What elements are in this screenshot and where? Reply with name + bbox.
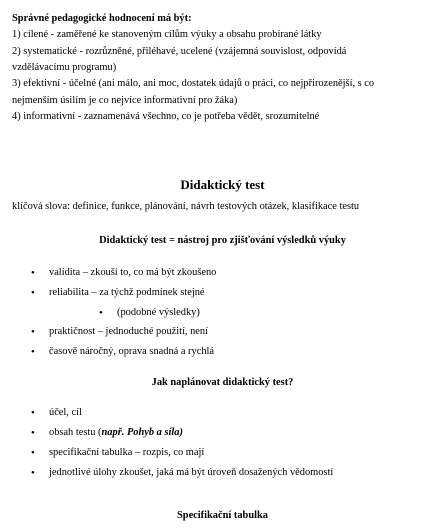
list-item-text: reliabilita – za týchž podmínek stejné — [49, 287, 205, 298]
section-title-didakticky-test: Didaktický test — [180, 177, 265, 192]
list-item-text: praktičnost – jednoduché použití, není — [49, 326, 208, 337]
bullet-icon: • — [31, 267, 35, 279]
list-item-text: validita – zkouší to, co má být zkoušeno — [49, 267, 217, 278]
intro-heading: Správné pedagogické hodnocení má být: — [12, 13, 192, 24]
bullet-icon: • — [31, 447, 35, 459]
intro-line-4: 3) efektivní - účelné (ani málo, ani moc, dostatek údajů o práci, co nejpřirozenější, s co — [12, 78, 375, 90]
list-item-text: časově náročný, oprava snadná a rychlá — [49, 346, 215, 357]
list-item-text — [49, 426, 183, 439]
list-item-text: účel, cíl — [49, 407, 82, 418]
closing-paren: ) — [179, 427, 183, 438]
list-item-text: specifikační tabulka – rozpis, co mají — [49, 447, 205, 458]
list-item-text: (podobné výsledky) — [117, 307, 200, 318]
intro-line-3: vzdělávacímu programu) — [12, 61, 117, 73]
intro-line-2: 2) systematické - rozrůzněné, přiléhavé, ucelené (vzájemná souvislost, odpovídá — [12, 45, 347, 57]
section1-subheading: Didaktický test = nástroj pro zjišťování výsledků výuky — [99, 235, 346, 246]
section2-title: Jak naplánovat didaktický test? — [151, 377, 294, 388]
bullet-icon: • — [31, 427, 35, 439]
intro-line-1: 1) cílené - zaměřené ke stanoveným cílům výuky a obsahu probírané látky — [12, 29, 322, 41]
bullet-icon: • — [31, 287, 35, 299]
intro-line-6: 4) informativní - zaznamenává všechno, co je potřeba vědět, srozumitelné — [12, 110, 320, 122]
keywords-line: klíčová slova: definice, funkce, plánování, návrh testových otázek, klasifikace testu — [12, 201, 360, 212]
obsah-testu-text: obsah testu ( — [49, 427, 102, 438]
bullet-icon: • — [31, 326, 35, 338]
list-item-text: jednotlivé úlohy zkoušet, jaká má být úroveň dosažených vědomostí — [49, 467, 334, 478]
section3-title: Specifikační tabulka — [177, 510, 268, 521]
bullet-icon: • — [31, 407, 35, 419]
intro-section — [12, 12, 433, 123]
bullet-icon: • — [99, 307, 103, 319]
intro-line-5: nejmenším úsilím je co nejvíce informativní pro žáka) — [12, 94, 238, 106]
bullet-icon: • — [31, 467, 35, 479]
bullet-icon: • — [31, 346, 35, 358]
example-text: např. Pohyb a síla — [101, 427, 180, 438]
